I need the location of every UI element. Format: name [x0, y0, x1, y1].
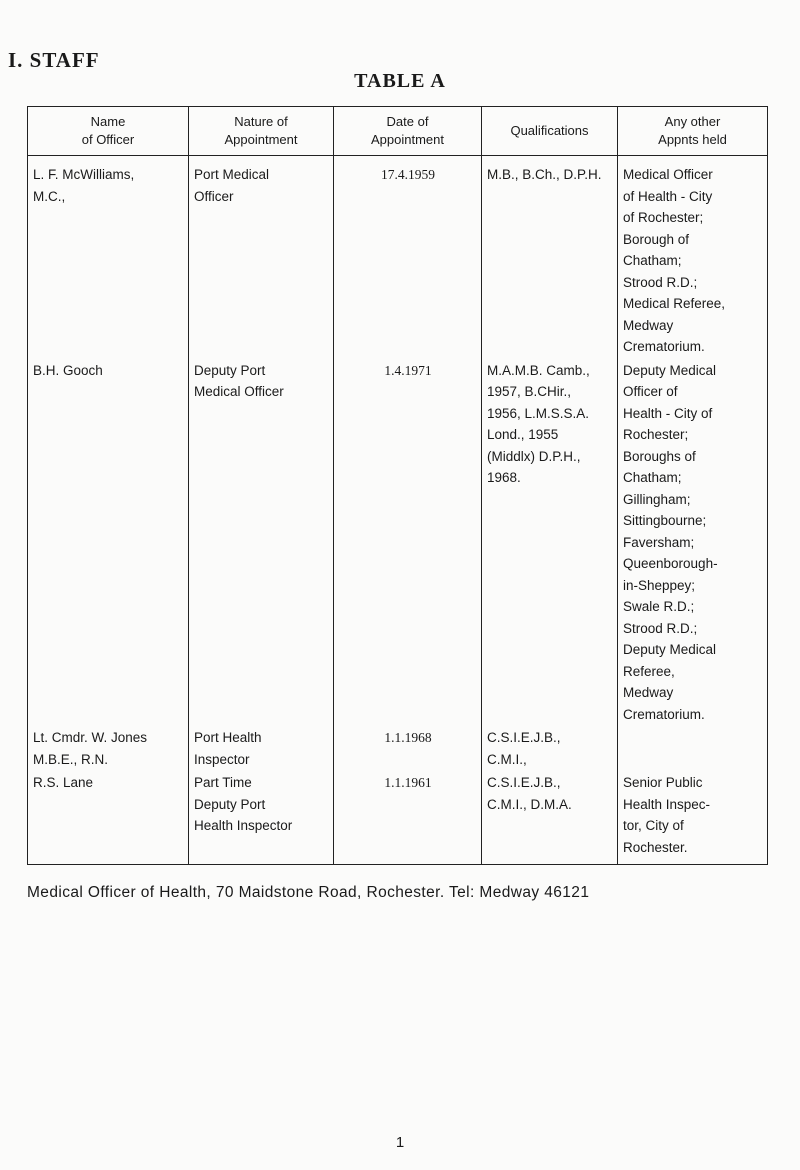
nature-line: Medical Officer [194, 384, 284, 399]
cell-date [334, 725, 482, 770]
cell-name [28, 156, 189, 358]
cell-nature [189, 156, 334, 358]
qualifications-line: C.S.I.E.J.B., [487, 730, 561, 745]
table-row [28, 770, 768, 865]
page-number: 1 [395, 1134, 405, 1151]
section-heading: I. STAFF [8, 48, 100, 72]
other-line: Officer of [623, 384, 678, 399]
cell-name [28, 725, 189, 770]
nature-line: Port Medical [194, 167, 270, 182]
other-line: Senior Public [623, 775, 703, 790]
other-line: Crematorium. [623, 339, 705, 354]
cell-date [334, 358, 482, 726]
other-line: Medway [623, 685, 674, 700]
other-line: Crematorium. [623, 706, 705, 722]
name-line: L. F. McWilliams, [33, 167, 135, 182]
table-title: TABLE A [354, 70, 446, 92]
other-line: Rochester; [623, 427, 689, 442]
qualifications-line: M.B., B.Ch., D.P.H. [487, 167, 602, 182]
cell-name [28, 770, 189, 865]
other-line: Strood R.D.; [623, 620, 698, 636]
nature-line: Inspector [194, 751, 250, 767]
qualifications-line: Lond., 1955 [487, 427, 559, 442]
other-line: Swale R.D.; [623, 599, 695, 614]
cell-other [618, 156, 768, 358]
cell-qualifications [482, 156, 618, 358]
qualifications-line: 1968. [487, 470, 521, 485]
nature-line: Part Time [194, 775, 252, 790]
other-line: Deputy Medical [623, 642, 717, 657]
nature-line: Deputy Port [194, 362, 266, 378]
qualifications-line: C.S.I.E.J.B., [487, 775, 561, 790]
name-line: M.B.E., R.N. [33, 751, 109, 767]
other-line: Sittingbourne; [623, 513, 707, 528]
name-line: R.S. Lane [33, 775, 94, 790]
qualifications-line: M.A.M.B. Camb., [487, 362, 590, 378]
other-line: Faversham; [623, 534, 695, 550]
table-header-row [28, 107, 768, 156]
cell-nature [189, 358, 334, 726]
cell-nature [189, 725, 334, 770]
qualifications-line: 1957, B.CHir., [487, 384, 572, 399]
other-line: Chatham; [623, 470, 682, 485]
nature-line: Port Health [194, 730, 262, 745]
name-line: Lt. Cmdr. W. Jones [33, 730, 148, 745]
cell-nature [189, 770, 334, 865]
table-row [28, 725, 768, 770]
column-header-other: Any other Appnts held [618, 107, 768, 156]
cell-date [334, 770, 482, 865]
date-line: 1.1.1961 [384, 775, 432, 790]
cell-name [28, 358, 189, 726]
other-line: Rochester. [623, 839, 688, 855]
nature-line: Officer [194, 188, 234, 204]
name-line: M.C., [33, 188, 66, 204]
date-line: 1.4.1971 [384, 362, 432, 378]
date-line: 1.1.1968 [384, 730, 432, 745]
other-line: of Rochester; [623, 210, 704, 225]
other-line: Strood R.D.; [623, 274, 698, 290]
cell-other [618, 358, 768, 726]
other-line: Medical Officer [623, 167, 713, 182]
cell-qualifications [482, 770, 618, 865]
footer-address: Medical Officer of Health, 70 Maidstone Road, Rochester. Tel: Medway 46121 [27, 884, 590, 901]
date-line: 17.4.1959 [381, 167, 435, 182]
table-row [28, 156, 768, 358]
nature-line: Health Inspector [194, 818, 293, 833]
column-header-name: Name of Officer [28, 107, 189, 156]
other-line: Deputy Medical [623, 362, 717, 378]
staff-table [27, 106, 768, 865]
nature-line: Deputy Port [194, 796, 266, 812]
other-line: Boroughs of [623, 448, 696, 464]
other-line: in-Sheppey; [623, 577, 696, 593]
other-line: Borough of [623, 231, 690, 247]
column-header-date: Date of Appointment [334, 107, 482, 156]
cell-other [618, 770, 768, 865]
other-line: Chatham; [623, 253, 682, 268]
other-line: Queenborough- [623, 556, 718, 571]
other-line: Health Inspec- [623, 796, 711, 812]
other-line: of Health - City [623, 188, 713, 204]
qualifications-line: C.M.I., D.M.A. [487, 796, 572, 812]
qualifications-line: (Middlx) D.P.H., [487, 448, 581, 464]
other-line: tor, City of [623, 818, 684, 833]
cell-qualifications [482, 358, 618, 726]
cell-other [618, 725, 768, 770]
qualifications-line: C.M.I., [487, 751, 527, 767]
cell-qualifications [482, 725, 618, 770]
qualifications-line: 1956, L.M.S.S.A. [487, 405, 590, 421]
cell-date [334, 156, 482, 358]
other-line: Medical Referee, [623, 296, 726, 311]
name-line: B.H. Gooch [33, 362, 103, 378]
other-line: Medway [623, 317, 674, 333]
other-line: Gillingham; [623, 491, 691, 507]
other-line: Health - City of [623, 405, 713, 421]
table-row [28, 358, 768, 726]
column-header-qualifications: Qualifications [482, 107, 618, 156]
column-header-nature: Nature of Appointment [189, 107, 334, 156]
other-line: Referee, [623, 663, 675, 679]
